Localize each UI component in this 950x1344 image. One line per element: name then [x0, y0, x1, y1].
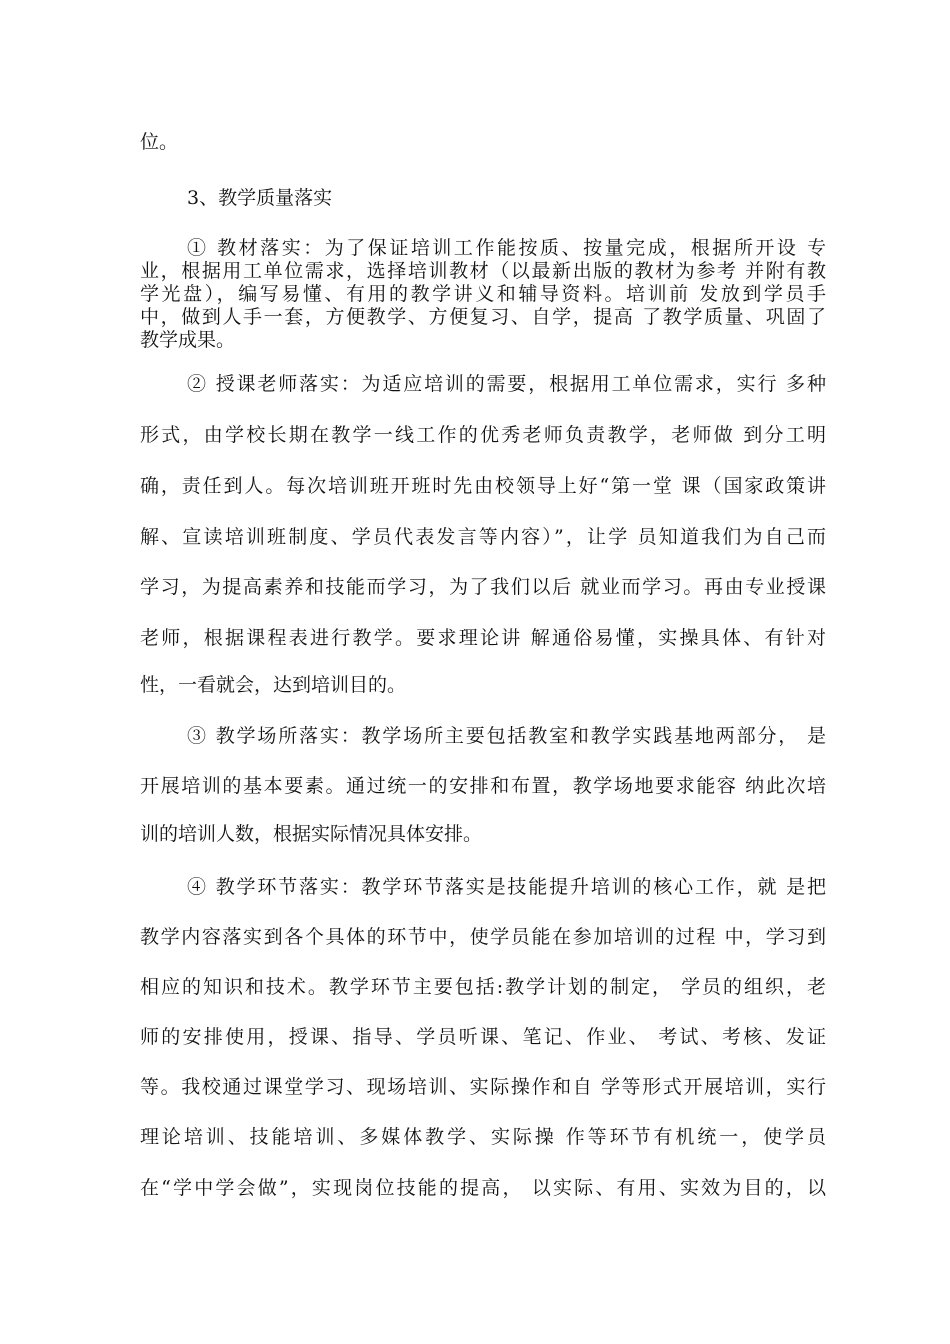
paragraph-line: 确，责任到人。每次培训班开班时先由校领导上好“第一堂 课（国家政策讲	[140, 475, 826, 497]
paragraph-line: 性，一看就会，达到培训目的。	[140, 674, 407, 696]
paragraph-line: ③ 教学场所落实：教学场所主要包括教室和教学实践基地两部分， 是	[187, 725, 826, 747]
paragraph-line: 相应的知识和技术。教学环节主要包括:教学计划的制定， 学员的组织，老	[140, 976, 826, 998]
paragraph-line: 等。我校通过课堂学习、现场培训、实际操作和自 学等形式开展培训，实行	[140, 1076, 826, 1098]
paragraph-line: 中，做到人手一套，方便教学、方便复习、自学，提高 了教学质量、巩固了	[140, 306, 826, 328]
section-heading: 3、教学质量落实	[187, 187, 333, 209]
paragraph-line: 业，根据用工单位需求，选择培训教材（以最新出版的教材为参考 并附有教	[140, 260, 826, 282]
paragraph-line: 老师，根据课程表进行教学。要求理论讲 解通俗易懂，实操具体、有针对	[140, 627, 826, 649]
paragraph-line: 理论培训、技能培训、多媒体教学、实际操 作等环节有机统一，使学员	[140, 1126, 826, 1148]
paragraph-line: ④ 教学环节落实：教学环节落实是技能提升培训的核心工作，就 是把	[187, 876, 826, 898]
paragraph-line: 训的培训人数，根据实际情况具体安排。	[140, 823, 483, 845]
paragraph-line: 解、宣读培训班制度、学员代表发言等内容）”，让学 员知道我们为自己而	[140, 526, 826, 548]
paragraph-line: 在“学中学会做”，实现岗位技能的提高， 以实际、有用、实效为目的，以	[140, 1177, 826, 1199]
paragraph-line: 师的安排使用，授课、指导、学员听课、笔记、作业、 考试、考核、发证	[140, 1026, 826, 1048]
paragraph-line: 教学成果。	[140, 329, 236, 351]
paragraph-line: 开展培训的基本要素。通过统一的安排和布置，教学场地要求能容 纳此次培	[140, 775, 826, 797]
paragraph-line: 形式，由学校长期在教学一线工作的优秀老师负责教学，老师做 到分工明	[140, 424, 826, 446]
paragraph-line: 教学内容落实到各个具体的环节中，使学员能在参加培训的过程 中，学习到	[140, 926, 826, 948]
carry-over-line: 位。	[140, 131, 179, 153]
paragraph-line: 学光盘），编写易懂、有用的教学讲义和辅导资料。培训前 发放到学员手	[140, 283, 826, 305]
paragraph-line: 学习，为提高素养和技能而学习，为了我们以后 就业而学习。再由专业授课	[140, 576, 826, 598]
paragraph-line: ② 授课老师落实：为适应培训的需要，根据用工单位需求，实行 多种	[187, 373, 826, 395]
paragraph-textbooks	[140, 237, 826, 352]
paragraph-line: ① 教材落实：为了保证培训工作能按质、按量完成，根据所开设 专	[187, 237, 826, 259]
